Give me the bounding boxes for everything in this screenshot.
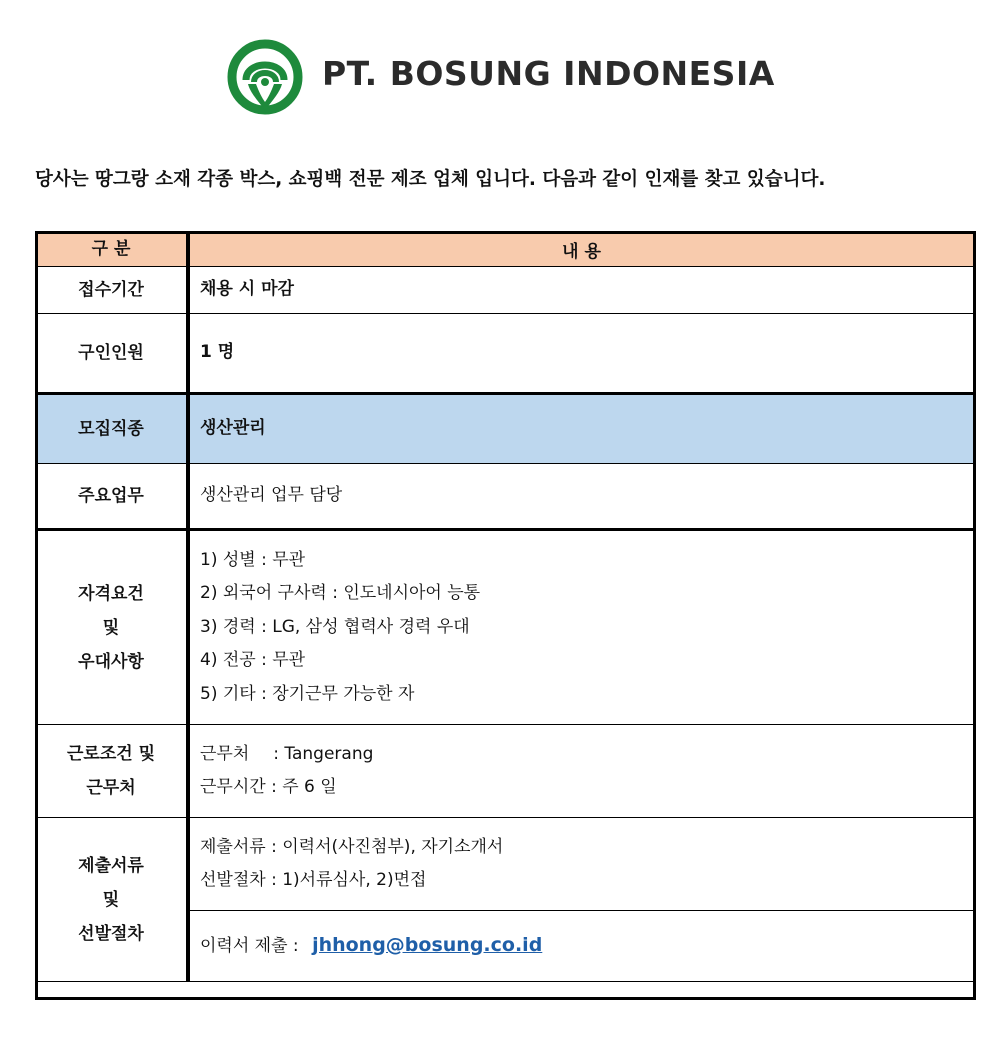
table-row (36, 314, 974, 394)
job-posting-table (35, 231, 974, 982)
table-row (36, 267, 974, 314)
email-cell (188, 911, 974, 982)
job-label: 모집직종 (36, 394, 189, 464)
qual-list (188, 530, 974, 725)
list-item: 2) 외국어 구사력 : 인도네시아어 능통 (200, 583, 481, 604)
documents-line: 제출서류 : 이력서(사진첨부), 자기소개서 (200, 836, 504, 857)
cond-label-line: 근로조건 및 (66, 744, 156, 764)
header-category: 구 분 (36, 232, 189, 267)
duty-label: 주요업무 (36, 464, 189, 530)
qual-label-line: 자격요건 (78, 583, 144, 604)
count-label: 구인인원 (36, 314, 189, 394)
job-value: 생산관리 (188, 394, 974, 464)
receipt-label: 접수기간 (36, 267, 189, 314)
duty-value: 생산관리 업무 담당 (188, 464, 974, 530)
docs-label (36, 818, 189, 982)
table-row (36, 818, 974, 911)
table-header-row (36, 232, 974, 267)
list-item: 4) 전공 : 무관 (200, 650, 306, 671)
receipt-value: 채용 시 마감 (188, 267, 974, 314)
cond-label (36, 725, 189, 818)
list-item: 5) 기타 : 장기근무 가능한 자 (200, 683, 415, 704)
email-link[interactable]: jhhong@bosung.co.id (312, 933, 543, 956)
qual-label (36, 530, 189, 725)
count-value: 1 명 (188, 314, 974, 394)
table-row (36, 725, 974, 818)
company-name: PT. BOSUNG INDONESIA (322, 54, 775, 93)
workplace-line (200, 738, 973, 772)
docs-values (188, 818, 974, 911)
company-logo-icon (226, 38, 304, 116)
procedure-line: 선발절차 : 1)서류심사, 2)면접 (200, 870, 427, 890)
header (0, 38, 1000, 118)
work-hours: 근무시간 : 주 6 일 (200, 777, 337, 797)
intro-text: 당사는 땅그랑 소재 각종 박스, 쇼핑백 전문 제조 업체 입니다. 다음과 같이 인재를 찾고 있습니다. (35, 169, 826, 190)
email-label: 이력서 제출 : (200, 935, 299, 956)
qual-label-line: 및 (102, 617, 120, 638)
workplace-value: : Tangerang (273, 743, 374, 764)
docs-label-line: 및 (102, 889, 120, 910)
list-item: 1) 성별 : 무관 (200, 549, 306, 570)
cond-label-line: 근무처 (86, 778, 136, 798)
table-row (36, 394, 974, 464)
workplace-label: 근무처 (200, 743, 250, 764)
table-row (36, 464, 974, 530)
table-row (36, 530, 974, 725)
list-item: 3) 경력 : LG, 삼성 협력사 경력 우대 (200, 616, 470, 637)
qual-label-line: 우대사항 (78, 651, 144, 672)
docs-label-line: 제출서류 (78, 855, 144, 876)
header-content: 내 용 (188, 232, 974, 267)
cond-values (188, 725, 974, 818)
docs-label-line: 선발절차 (78, 923, 144, 944)
